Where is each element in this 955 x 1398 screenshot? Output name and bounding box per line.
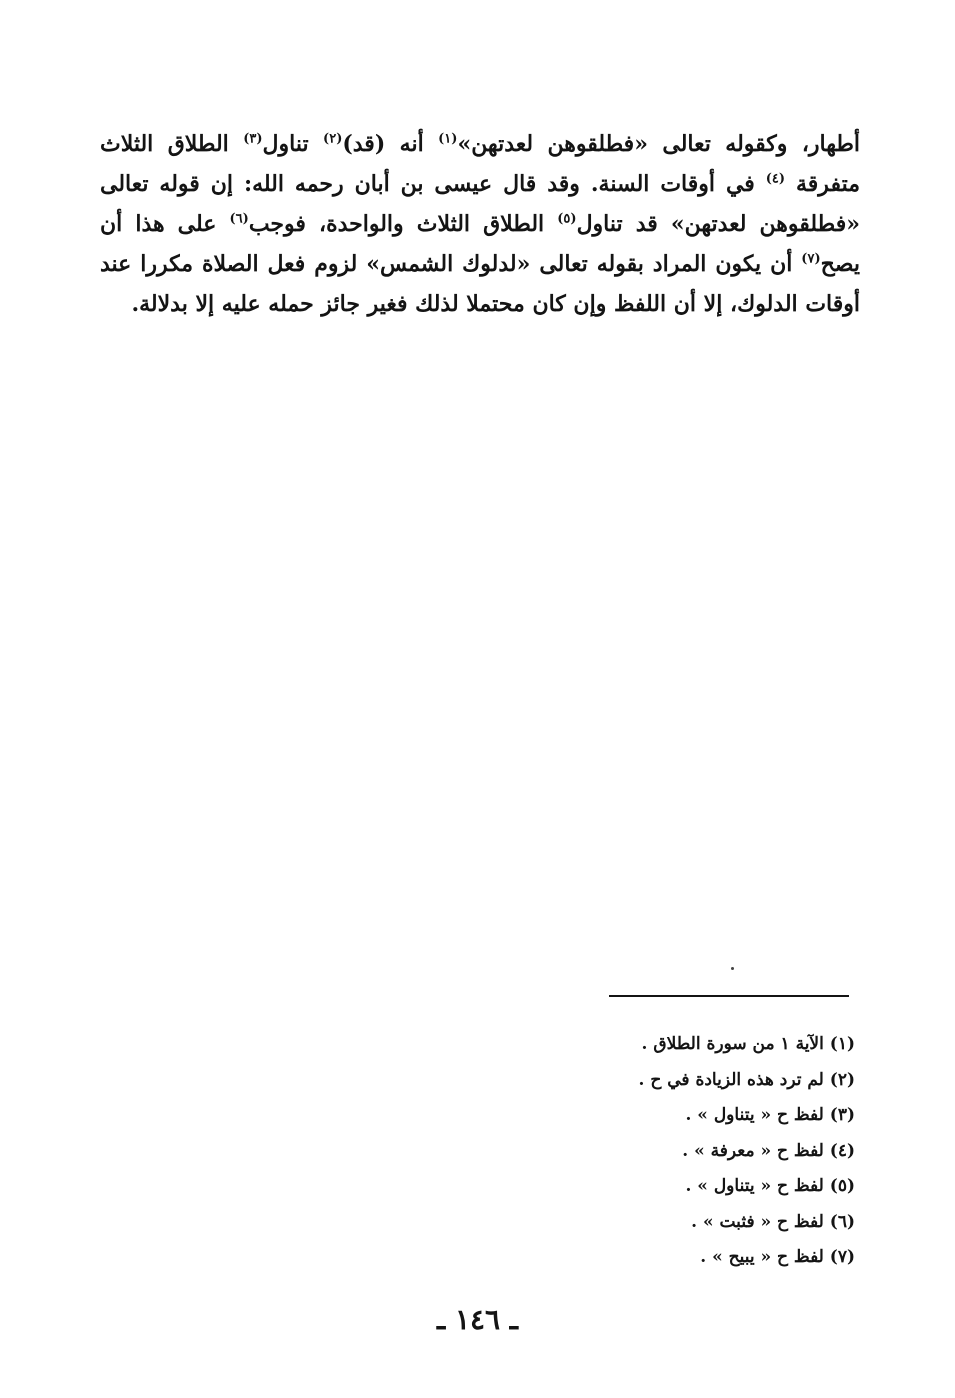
main-paragraph [100, 124, 860, 324]
text-segment: أنه (قد) [342, 131, 439, 157]
main-text [100, 124, 860, 324]
footnote-1: (١) الآية ١ من سورة الطلاق . [641, 1034, 855, 1054]
footnote-divider [609, 995, 849, 997]
footnote-7: (٧) لفظ ح « يبيح » . [700, 1247, 855, 1267]
footnote-2: (٢) لم ترد هذه الزيادة في ح . [638, 1069, 855, 1090]
footnote-ref-7: (٧) [801, 251, 821, 267]
text-segment: في أوقات السنة. وقد قال عيسى بن أبان رحمه الله: إن قوله تعالى «فطلقوهن لعدتهن» قد تناول [100, 171, 860, 237]
footnote-ref-4: (٤) [765, 171, 786, 187]
footnote-ref-3: (٣) [243, 131, 263, 147]
footnote-ref-5: (٥) [557, 211, 577, 227]
text-segment: على هذا أن يصح [100, 211, 860, 277]
footnote-3: (٣) لفظ ح « يتناول » . [685, 1105, 855, 1125]
text-segment: أطهار، وكقوله تعالى «فطلقوهن لعدتهن» [457, 131, 861, 157]
text-segment: تناول [262, 131, 324, 157]
footnotes-list [435, 1027, 855, 1276]
footnote-ref-2: (٢) [323, 131, 343, 147]
footnote-4: (٤) لفظ ح « معرفة » . [682, 1140, 855, 1161]
text-segment: الطلاق الثلاث متفرقة [100, 131, 860, 197]
footnote-5: (٥) لفظ ح « يتناول » . [685, 1176, 855, 1196]
stray-dot [731, 967, 734, 970]
text-segment: الطلاق الثلاث والواحدة، فوجب [248, 211, 558, 237]
footnote-ref-1: (١) [438, 131, 458, 147]
footnote-6: (٦) لفظ ح « فثبت » . [691, 1211, 855, 1232]
footnote-ref-6: (٦) [229, 211, 249, 227]
page-number: ـ ١٤٦ ـ [436, 1303, 519, 1336]
text-segment: أن يكون المراد بقوله تعالى «لدلوك الشمس» لزوم فعل الصلاة مكررا عند أوقات الدلوك، إلا أن اللفظ وإن كان محتملا لذلك فغير جائز حمله عليه إلا بدلالة. [100, 251, 860, 317]
